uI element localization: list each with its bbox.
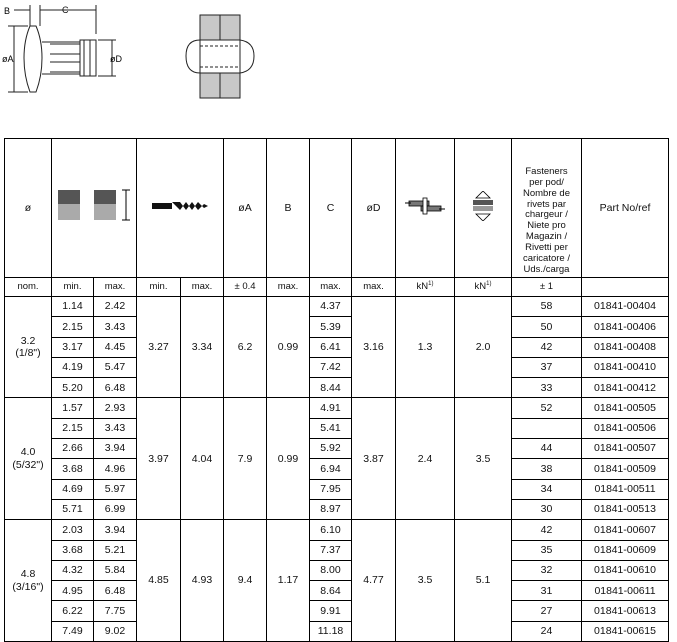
shear-force-icon xyxy=(405,195,445,217)
length-c-cell: 7.37 xyxy=(310,540,352,560)
part-number-cell: 01841-00404 xyxy=(582,297,669,317)
part-number-cell: 01841-00507 xyxy=(582,439,669,459)
grip-min-cell: 4.69 xyxy=(52,479,94,499)
table-row xyxy=(5,317,669,337)
rivet-installed-drawing xyxy=(186,15,254,98)
fasteners-per-pod-cell: 33 xyxy=(512,378,582,398)
length-c-cell: 5.41 xyxy=(310,418,352,438)
tensile-force-icon xyxy=(470,191,496,221)
drill-min-cell: 3.97 xyxy=(137,398,181,520)
part-number-cell: 01841-00406 xyxy=(582,317,669,337)
fasteners-per-pod-cell: 27 xyxy=(512,601,582,621)
fasteners-line: caricatore / xyxy=(523,253,570,265)
head-height-cell: 0.99 xyxy=(267,398,310,520)
part-number-cell: 01841-00408 xyxy=(582,337,669,357)
grip-min-cell: 6.22 xyxy=(52,601,94,621)
length-c-cell: 8.97 xyxy=(310,499,352,519)
fasteners-per-pod-cell: 24 xyxy=(512,621,582,641)
fasteners-line: Nombre de xyxy=(523,187,570,199)
header-diameter: ø xyxy=(5,139,52,278)
grip-max-cell: 3.94 xyxy=(94,520,137,540)
dim-c-label: C xyxy=(62,5,69,15)
header-b: B xyxy=(267,139,310,278)
subheader-grip-max: max. xyxy=(94,278,137,297)
grip-max-cell: 5.21 xyxy=(94,540,137,560)
part-number-cell: 01841-00615 xyxy=(582,621,669,641)
subheader-part xyxy=(582,278,669,297)
part-number-cell: 01841-00610 xyxy=(582,560,669,580)
grip-range-icon xyxy=(54,186,134,226)
length-c-cell: 6.10 xyxy=(310,520,352,540)
table-row xyxy=(5,357,669,377)
length-c-cell: 5.39 xyxy=(310,317,352,337)
fasteners-per-pod-cell xyxy=(512,418,582,438)
fasteners-line: per pod/ xyxy=(529,176,564,188)
group-4-0 xyxy=(5,398,669,520)
header-drill-icon-cell xyxy=(137,139,224,278)
shear-cell: 3.5 xyxy=(396,520,455,642)
tensile-cell: 5.1 xyxy=(455,520,512,642)
subheader-shear xyxy=(396,278,455,297)
dim-a-label: øA xyxy=(2,54,14,64)
dim-b-label: B xyxy=(4,6,11,16)
grip-max-cell: 6.48 xyxy=(94,378,137,398)
nominal-diameter: 4.0 xyxy=(20,446,36,459)
nominal-diameter: 3.2 xyxy=(20,334,36,347)
fasteners-line: Magazin / xyxy=(525,231,568,243)
fasteners-per-pod-cell: 31 xyxy=(512,581,582,601)
shank-diameter-cell: 3.87 xyxy=(352,398,396,520)
head-height-cell: 0.99 xyxy=(267,297,310,398)
table-row xyxy=(5,439,669,459)
table-row xyxy=(5,297,669,317)
grip-min-cell: 7.49 xyxy=(52,621,94,641)
subheader-b: max. xyxy=(267,278,310,297)
table-row xyxy=(5,378,669,398)
table-row xyxy=(5,418,669,438)
grip-max-cell: 3.43 xyxy=(94,418,137,438)
header-shear-icon-cell xyxy=(396,139,455,278)
fasteners-per-pod-cell: 50 xyxy=(512,317,582,337)
tensile-footnote: 1) xyxy=(486,281,492,288)
shank-diameter-cell: 3.16 xyxy=(352,297,396,398)
table-row xyxy=(5,398,669,418)
rivet-profile-drawing xyxy=(8,5,116,92)
grip-max-cell: 3.94 xyxy=(94,439,137,459)
length-c-cell: 7.42 xyxy=(310,357,352,377)
table-row xyxy=(5,459,669,479)
length-c-cell: 6.94 xyxy=(310,459,352,479)
part-number-cell: 01841-00613 xyxy=(582,601,669,621)
fasteners-line: Fasteners xyxy=(525,165,568,177)
dim-d-label: øD xyxy=(110,54,122,64)
fasteners-line: chargeur / xyxy=(525,209,568,221)
fasteners-per-pod-cell: 42 xyxy=(512,337,582,357)
table-row xyxy=(5,499,669,519)
shear-footnote: 1) xyxy=(428,281,434,288)
header-grip-icon-cell xyxy=(52,139,137,278)
nominal-diameter: 4.8 xyxy=(20,568,36,581)
shear-cell: 1.3 xyxy=(396,297,455,398)
grip-min-cell: 3.68 xyxy=(52,540,94,560)
subheader-drill-min: min. xyxy=(137,278,181,297)
grip-min-cell: 5.20 xyxy=(52,378,94,398)
grip-min-cell: 2.66 xyxy=(52,439,94,459)
nominal-diameter-cell xyxy=(5,297,52,398)
fasteners-per-pod-cell: 34 xyxy=(512,479,582,499)
fasteners-line: rivets par xyxy=(526,198,567,210)
shank-diameter-cell: 4.77 xyxy=(352,520,396,642)
fasteners-per-pod-cell: 35 xyxy=(512,540,582,560)
head-diameter-cell: 7.9 xyxy=(224,398,267,520)
fasteners-per-pod-cell: 44 xyxy=(512,439,582,459)
subheader-grip-min: min. xyxy=(52,278,94,297)
head-diameter-cell: 9.4 xyxy=(224,520,267,642)
grip-min-cell: 2.15 xyxy=(52,317,94,337)
table-row xyxy=(5,540,669,560)
fasteners-per-pod-cell: 52 xyxy=(512,398,582,418)
header-fasteners xyxy=(512,139,582,278)
length-c-cell: 5.92 xyxy=(310,439,352,459)
shear-cell: 2.4 xyxy=(396,398,455,520)
drill-max-cell: 4.04 xyxy=(181,398,224,520)
drill-min-cell: 4.85 xyxy=(137,520,181,642)
part-number-cell: 01841-00412 xyxy=(582,378,669,398)
grip-max-cell: 4.96 xyxy=(94,459,137,479)
grip-max-cell: 5.97 xyxy=(94,479,137,499)
table-row xyxy=(5,581,669,601)
table-row xyxy=(5,621,669,641)
tensile-cell: 3.5 xyxy=(455,398,512,520)
fasteners-per-pod-cell: 58 xyxy=(512,297,582,317)
grip-min-cell: 4.95 xyxy=(52,581,94,601)
head-height-cell: 1.17 xyxy=(267,520,310,642)
drill-max-cell: 4.93 xyxy=(181,520,224,642)
grip-min-cell: 2.15 xyxy=(52,418,94,438)
fasteners-per-pod-cell: 37 xyxy=(512,357,582,377)
part-number-cell: 01841-00410 xyxy=(582,357,669,377)
length-c-cell: 9.91 xyxy=(310,601,352,621)
part-number-cell: 01841-00511 xyxy=(582,479,669,499)
drill-bit-icon xyxy=(150,198,210,214)
subheader-tensile xyxy=(455,278,512,297)
header-c: C xyxy=(310,139,352,278)
spec-table xyxy=(4,138,669,642)
length-c-cell: 7.95 xyxy=(310,479,352,499)
grip-max-cell: 2.42 xyxy=(94,297,137,317)
part-number-cell: 01841-00505 xyxy=(582,398,669,418)
grip-max-cell: 2.93 xyxy=(94,398,137,418)
grip-min-cell: 2.03 xyxy=(52,520,94,540)
subheader-a: ± 0.4 xyxy=(224,278,267,297)
grip-min-cell: 4.19 xyxy=(52,357,94,377)
table-row xyxy=(5,479,669,499)
grip-max-cell: 4.45 xyxy=(94,337,137,357)
subheader-d: max. xyxy=(352,278,396,297)
table-row xyxy=(5,601,669,621)
grip-max-cell: 5.47 xyxy=(94,357,137,377)
length-c-cell: 8.00 xyxy=(310,560,352,580)
header-a: øA xyxy=(224,139,267,278)
grip-max-cell: 7.75 xyxy=(94,601,137,621)
table-row xyxy=(5,520,669,540)
grip-min-cell: 3.17 xyxy=(52,337,94,357)
grip-min-cell: 5.71 xyxy=(52,499,94,519)
fasteners-per-pod-cell: 42 xyxy=(512,520,582,540)
tensile-unit: kN xyxy=(474,281,487,293)
rivet-drawings xyxy=(0,0,677,138)
fasteners-per-pod-cell: 30 xyxy=(512,499,582,519)
part-number-cell: 01841-00506 xyxy=(582,418,669,438)
grip-max-cell: 5.84 xyxy=(94,560,137,580)
drill-min-cell: 3.27 xyxy=(137,297,181,398)
tensile-cell: 2.0 xyxy=(455,297,512,398)
header-d: øD xyxy=(352,139,396,278)
header-tensile-icon-cell xyxy=(455,139,512,278)
group-3-2 xyxy=(5,297,669,398)
length-c-cell: 11.18 xyxy=(310,621,352,641)
length-c-cell: 8.64 xyxy=(310,581,352,601)
subheader-drill-max: max. xyxy=(181,278,224,297)
fasteners-line: Rivetti per xyxy=(525,242,568,254)
subheader-fasteners: ± 1 xyxy=(512,278,582,297)
grip-min-cell: 1.14 xyxy=(52,297,94,317)
part-number-cell: 01841-00509 xyxy=(582,459,669,479)
nominal-fraction: (3/16") xyxy=(12,580,44,593)
grip-max-cell: 6.99 xyxy=(94,499,137,519)
nominal-fraction: (1/8") xyxy=(15,347,41,360)
length-c-cell: 4.91 xyxy=(310,398,352,418)
drill-max-cell: 3.34 xyxy=(181,297,224,398)
length-c-cell: 8.44 xyxy=(310,378,352,398)
part-number-cell: 01841-00513 xyxy=(582,499,669,519)
length-c-cell: 6.41 xyxy=(310,337,352,357)
nominal-fraction: (5/32") xyxy=(12,458,44,471)
grip-max-cell: 6.48 xyxy=(94,581,137,601)
nominal-diameter-cell xyxy=(5,520,52,642)
head-diameter-cell: 6.2 xyxy=(224,297,267,398)
fasteners-per-pod-cell: 38 xyxy=(512,459,582,479)
length-c-cell: 4.37 xyxy=(310,297,352,317)
part-number-cell: 01841-00609 xyxy=(582,540,669,560)
header-part: Part No/ref xyxy=(582,139,669,278)
fasteners-line: Niete pro xyxy=(527,220,566,232)
grip-max-cell: 9.02 xyxy=(94,621,137,641)
fasteners-line: Uds./carga xyxy=(523,264,570,276)
table-row xyxy=(5,560,669,580)
fasteners-per-pod-cell: 32 xyxy=(512,560,582,580)
part-number-cell: 01841-00611 xyxy=(582,581,669,601)
subheader-nominal: nom. xyxy=(5,278,52,297)
grip-min-cell: 1.57 xyxy=(52,398,94,418)
shear-unit: kN xyxy=(416,281,429,293)
part-number-cell: 01841-00607 xyxy=(582,520,669,540)
group-4-8 xyxy=(5,520,669,642)
grip-min-cell: 3.68 xyxy=(52,459,94,479)
table-row xyxy=(5,337,669,357)
subheader-c: max. xyxy=(310,278,352,297)
grip-min-cell: 4.32 xyxy=(52,560,94,580)
nominal-diameter-cell xyxy=(5,398,52,520)
grip-max-cell: 3.43 xyxy=(94,317,137,337)
